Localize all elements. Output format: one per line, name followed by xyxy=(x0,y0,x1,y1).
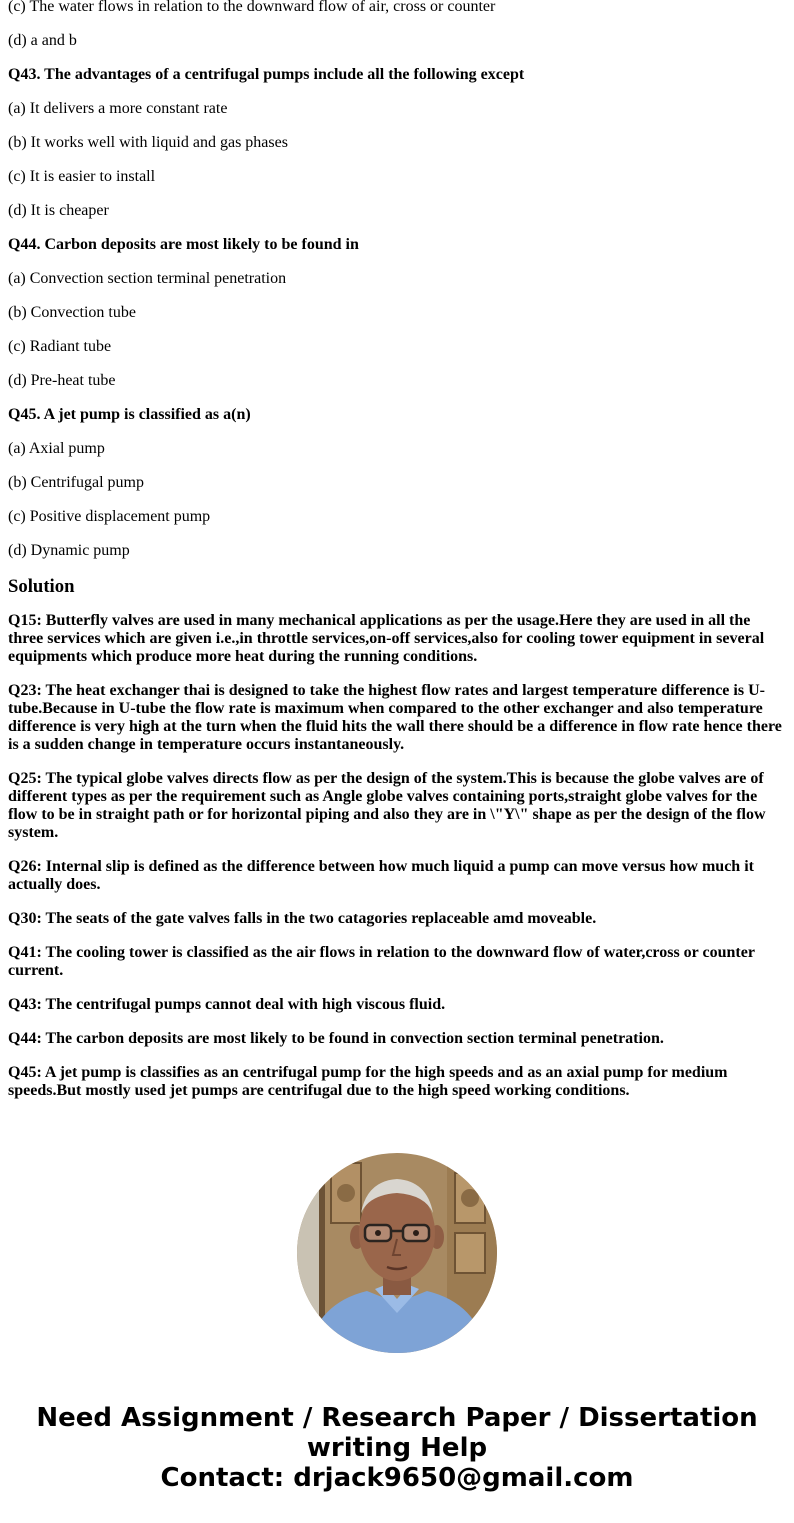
solution-q41: Q41: The cooling tower is classified as the air flows in relation to the downward flow of water,cross or counter current. xyxy=(8,944,755,979)
solution-heading: Solution xyxy=(8,576,75,597)
contact-footer xyxy=(0,1403,794,1493)
solution-q43: Q43: The centrifugal pumps cannot deal with high viscous fluid. xyxy=(8,996,446,1013)
q43-option-b: (b) It works well with liquid and gas phases xyxy=(8,134,288,151)
q44-option-d: (d) Pre-heat tube xyxy=(8,372,116,389)
solution-q15: Q15: Butterfly valves are used in many mechanical applications as per the usage.Here they are used in all the three services which are given i.e.,in throttle services,on-off services,also for cooling tower equipment in several equipments which produce more heat during the running conditions. xyxy=(8,612,765,665)
question-title-q43: Q43. The advantages of a centrifugal pumps include all the following except xyxy=(8,66,525,83)
solution-q26: Q26: Internal slip is defined as the difference between how much liquid a pump can move versus how much it actually does. xyxy=(8,858,754,893)
solution-q25: Q25: The typical globe valves directs flow as per the design of the system.This is because the globe valves are of different types as per the requirement such as Angle globe valves containing ports,straight globe valves for the flow to be in straight path or for horizontal piping and also they are in \"Y\" shape as per the design of the flow system. xyxy=(8,770,766,841)
document-body xyxy=(8,0,786,1116)
footer-contact-line: Contact: drjack9650@gmail.com xyxy=(160,1463,634,1493)
q45-option-b: (b) Centrifugal pump xyxy=(8,474,144,491)
solution-q23: Q23: The heat exchanger thai is designed to take the highest flow rates and largest temperature difference is U-tube.Because in U-tube the flow rate is maximum when compared to the other exchanger and also temperature difference is very high at the turn when the fluid hits the wall there should be a difference in flow rate hence there is a sudden change in temperature occurs instantaneously. xyxy=(8,682,782,753)
solution-q30: Q30: The seats of the gate valves falls in the two catagories replaceable amd moveable. xyxy=(8,910,597,927)
q43-option-d: (d) It is cheaper xyxy=(8,202,109,219)
author-avatar xyxy=(297,1153,497,1353)
q43-option-a: (a) It delivers a more constant rate xyxy=(8,100,228,117)
q45-option-d: (d) Dynamic pump xyxy=(8,542,130,559)
option-c-fragment: (c) The water flows in relation to the downward flow of air, cross or counter xyxy=(8,0,496,15)
solution-q44: Q44: The carbon deposits are most likely to be found in convection section terminal penetration. xyxy=(8,1030,664,1047)
q44-option-b: (b) Convection tube xyxy=(8,304,136,321)
question-title-q45: Q45. A jet pump is classified as a(n) xyxy=(8,406,251,423)
q44-option-a: (a) Convection section terminal penetration xyxy=(8,270,287,287)
option-d-fragment: (d) a and b xyxy=(8,32,77,49)
solution-q45: Q45: A jet pump is classifies as an centrifugal pump for the high speeds and as an axial pump for medium speeds.But mostly used jet pumps are centrifugal due to the high speed working conditions. xyxy=(8,1064,728,1099)
q43-option-c: (c) It is easier to install xyxy=(8,168,156,185)
q45-option-a: (a) Axial pump xyxy=(8,440,105,457)
footer-help-line: Need Assignment / Research Paper / Dissertation writing Help xyxy=(36,1403,758,1463)
q44-option-c: (c) Radiant tube xyxy=(8,338,112,355)
q45-option-c: (c) Positive displacement pump xyxy=(8,508,211,525)
question-title-q44: Q44. Carbon deposits are most likely to be found in xyxy=(8,236,359,253)
